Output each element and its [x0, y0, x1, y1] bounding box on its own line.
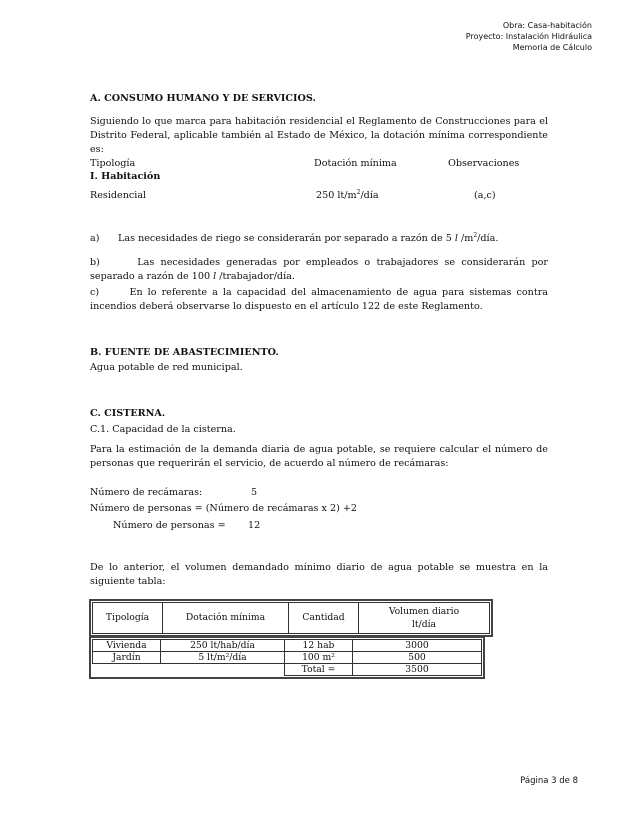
th-tipologia: Tipología	[93, 603, 163, 634]
table-row: Jardín 5 lt/m²/día 100 m² 500	[93, 652, 482, 664]
section-a-intro: Siguiendo lo que marca para habitación residencial el Reglamento de Construcciones para el Distrito Federal, aplicable también al Estado de México, la dotación mínima correspondiente es:	[90, 116, 548, 155]
section-a-title: A. CONSUMO HUMANO Y DE SERVICIOS.	[90, 93, 316, 104]
th-dotacion: Dotación mínima	[163, 603, 289, 634]
personas-formula: Número de personas = (Número de recámaras x 2) +2	[90, 503, 358, 514]
col-dotacion: Dotación mínima	[314, 158, 397, 169]
personas-line	[90, 520, 548, 534]
volume-table-header	[89, 599, 493, 637]
header-obra: Obra: Casa-habitación	[502, 21, 592, 30]
dotacion-header-row	[90, 158, 548, 172]
recamaras-line	[90, 487, 548, 501]
section-b-text: Agua potable de red municipal.	[90, 362, 243, 373]
section-b-title: B. FUENTE DE ABASTECIMIENTO.	[90, 347, 279, 358]
th-cantidad: Cantidad	[289, 603, 359, 634]
page-number: Página 3 de 8	[520, 776, 578, 786]
group-habitacion: I. Habitación	[90, 171, 161, 182]
document-header	[466, 20, 592, 53]
total-label: Total =	[285, 664, 353, 676]
row-tipologia: Residencial	[90, 190, 147, 201]
personas-value: 12	[248, 520, 261, 531]
col-observaciones: Observaciones	[448, 158, 520, 169]
header-proyecto: Proyecto: Instalación Hidráulica	[465, 32, 592, 41]
section-c-title: C. CISTERNA.	[90, 408, 166, 419]
section-c-intro: Para la estimación de la demanda diaria de agua potable, se requiere calcular el número de personas que requerirán el servicio, de acuerdo al número de recámaras:	[90, 444, 548, 469]
recamaras-value: 5	[251, 487, 258, 498]
table-row: Vivienda 250 lt/hab/día 12 hab 3000	[93, 640, 482, 652]
row-observaciones: (a,c)	[474, 190, 496, 201]
section-c-subtitle: C.1. Capacidad de la cisterna.	[90, 424, 236, 435]
row-dotacion: 250 $lt/m^2$/día	[316, 189, 379, 201]
header-memoria: Memoria de Cálculo	[512, 43, 592, 52]
volume-table-body	[89, 636, 485, 679]
dotacion-row-residencial	[90, 190, 548, 204]
table-total-row	[93, 664, 482, 676]
total-value: 3500	[353, 664, 482, 676]
personas-label: Número de personas =	[113, 520, 226, 531]
note-a: a) Las necesidades de riego se considerarán por separado a razón de 5 l $/m^2$/día.	[90, 232, 499, 244]
note-c: c) En lo referente a la capacidad del almacenamiento de agua para sistemas contra incendios deberá observarse lo dispuesto en el artículo 122 de este Reglamento.	[90, 287, 548, 312]
note-b: b) Las necesidades generadas por empleados o trabajadores se considerarán por separado a razón de 100 l /trabajador/día.	[90, 257, 548, 282]
th-volumen: Volumen diario lt/día	[359, 603, 490, 634]
recamaras-label: Número de recámaras:	[90, 487, 203, 498]
table-intro: De lo anterior, el volumen demandado mínimo diario de agua potable se muestra en la siguiente tabla:	[90, 562, 548, 587]
col-tipologia: Tipología	[90, 158, 136, 169]
